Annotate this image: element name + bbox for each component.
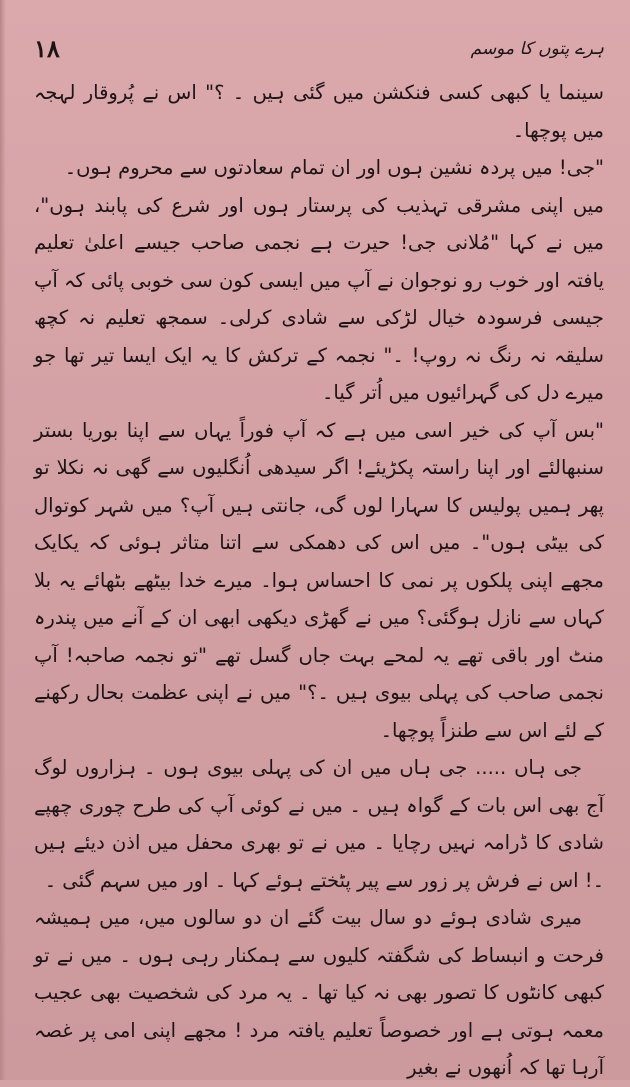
- paragraph: سینما یا کبھی کسی فنکشن میں گئی ہیں ۔ ؟" اس نے پُروقار لہجہ میں پوچھا۔: [34, 81, 604, 142]
- paragraph: "جی! میں پردہ نشین ہوں اور ان تمام سعادتوں سے محروم ہوں۔: [64, 156, 604, 179]
- running-title: ہرے پتوں کا موسم: [470, 38, 604, 59]
- paragraph: "بس آپ کی خیر اسی میں ہے کہ آپ فوراً یہاں سے اپنا بوریا بستر سنبھالئے اور اپنا راستہ پکڑیئے! اگر سیدھی اُنگلیوں سے گھی نہ نکلا تو پھر ہمیں پولیس کا سہارا لوں گی، جانتی ہیں آپ؟ میں شہر کوتوال کی بیٹی ہوں"۔ میں اس کی دھمکی سے اتنا متاثر ہوئی کہ یکایک مجھے اپنی پلکوں پر نمی کا احساس ہوا۔ میرے خدا بیٹھے بٹھائے یہ بلا کہاں سے نازل ہوگئی؟ میں نے گھڑی دیکھی ابھی ان کے آنے میں پندرہ منٹ اور باقی تھے یہ لمحے بہت جاں گسل تھے "تو نجمہ صاحبہ! آپ نجمی صاحب کی پہلی بیوی ہیں ۔؟" میں نے اپنی عظمت بحال رکھنے کے لئے اس سے طنزاً پوچھا۔: [34, 418, 604, 742]
- body-text: [34, 74, 604, 1087]
- page-header: [34, 28, 604, 68]
- paragraph: میں اپنی مشرقی تہذیب کی پرستار ہوں اور شرع کی پابند ہوں"، میں نے کہا "مُلانی جی! حیرت ہے نجمی صاحب جیسے اعلیٰ تعلیم یافتہ اور خوب رو نوجوان نے آپ میں ایسی کون سی خوبی پائی کہ آپ جیسی فرسودہ خیال لڑکی سے شادی کرلی۔ سمجھ تعلیم نہ کچھ سلیقہ نہ رنگ نہ روپ! ۔" نجمہ کے ترکش کا یہ ایک ایسا تیر تھا جو میرے دل کی گہرائیوں میں اُتر گیا۔: [34, 193, 604, 404]
- paragraph: میری شادی ہوئے دو سال بیت گئے ان دو سالوں میں، میں ہمیشہ فرحت و انبساط کی شگفتہ کلیوں سے ہمکنار رہی ہوں ۔ میں نے تو کبھی کانٹوں کا تصور بھی نہ کیا تھا ۔ یہ مرد کی شخصیت بھی عجیب معمہ ہوتی ہے اور خصوصاً تعلیم یافتہ مرد ! مجھے اپنی امی پر غصہ آرہا تھا کہ اُنھوں نے بغیر: [34, 906, 604, 1079]
- page-number: ۱۸: [34, 33, 60, 63]
- paragraph: جی ہاں ..... جی ہاں میں ان کی پہلی بیوی ہوں ۔ ہزاروں لوگ آج بھی اس بات کے گواہ ہیں ۔ میں نے کوئی آپ کی طرح چوری چھپے شادی کا ڈرامہ نہیں رچایا ۔ میں نے تو بھری محفل میں اذن دیئے ہیں ۔! اس نے فرش پر زور سے پیر پٹختے ہوئے کہا ۔ اور میں سہم گئی ۔: [34, 756, 604, 892]
